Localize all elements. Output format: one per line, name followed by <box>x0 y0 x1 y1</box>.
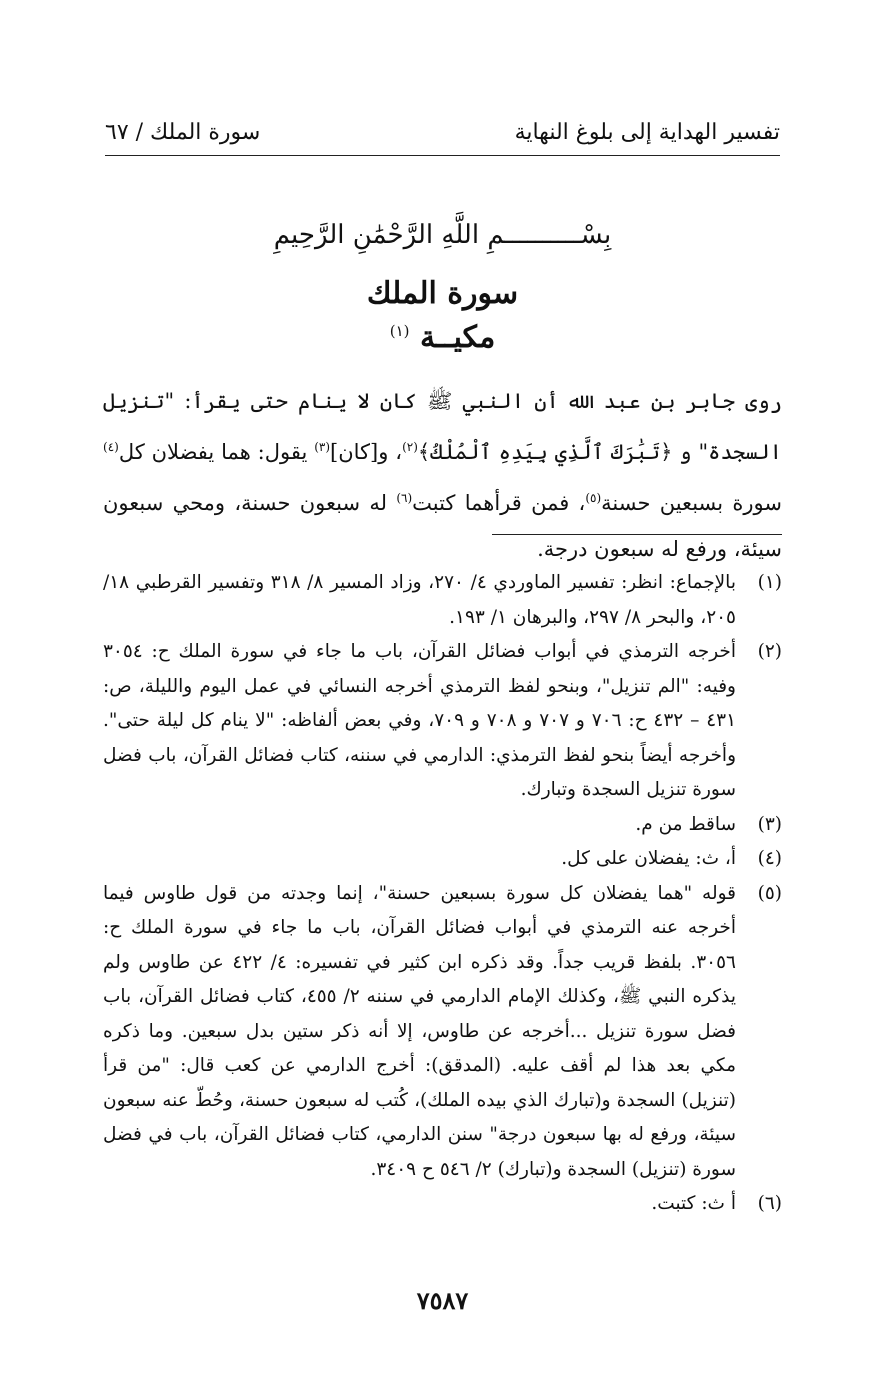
footnote-text: ساقط من م. <box>635 813 736 835</box>
intro-text: ، و[كان] <box>330 440 403 464</box>
footnote-ref: (٣) <box>314 440 331 454</box>
footnote-item <box>103 877 782 1188</box>
surah-subtitle <box>0 320 885 355</box>
footnote-text: أخرجه الترمذي في أبواب فضائل القرآن، باب ما جاء في سورة الملك ح: ٣٠٥٤ وفيه: "الم تنزيل"، وبنحو لفظ الترمذي أخرجه النسائي في عمل اليوم والليلة، ص: ٤٣١ – ٤٣٢ ح: ٧٠٦ و ٧٠٧ و ٧٠٨ و ٧٠٩، وفي بعض ألفاظه: "لا ينام كل ليلة حتى". وأخرجه أيضاً بنحو لفظ الترمذي: الدارمي في سننه، كتاب فضائل القرآن، باب فضل سورة تنزيل السجدة وتبارك. <box>103 641 737 800</box>
surah-page-label: سورة الملك / ٦٧ <box>105 119 261 145</box>
intro-text: روى جابر بن عبد الله أن النبي ﷺ كان لا ينام حتى يقرأ: "تنزيل السجدة" و ﴿تَبَٰرَكَ ٱلَّذِي بِيَدِهِ ٱلْمُلْكُ﴾ <box>103 389 782 464</box>
footnote-item <box>103 1187 782 1222</box>
footnote-ref: (٦) <box>396 491 413 505</box>
footnote-ref: (٥) <box>585 491 602 505</box>
footnote-divider <box>492 534 782 535</box>
footnote-number: (١) <box>757 572 782 593</box>
page-number: ٧٥٨٧ <box>416 1286 469 1315</box>
footnote-number: (٥) <box>757 882 782 904</box>
footnote-item <box>103 842 782 877</box>
footnote-text: أ ث: كتبت. <box>651 1193 736 1214</box>
surah-title: سورة الملك <box>366 276 519 311</box>
intro-text: يقول: هما يفضلان كل <box>118 440 315 464</box>
footnote-item <box>103 808 782 843</box>
book-title: تفسير الهداية إلى بلوغ النهاية <box>514 119 780 145</box>
header-divider <box>105 155 780 156</box>
footnote-number: (٦) <box>757 1193 782 1214</box>
footnote-number: (٤) <box>757 848 782 869</box>
footnote-text: قوله "هما يفضلان كل سورة بسبعين حسنة"، إنما وجدته من قول طاوس فيما أخرجه عنه الترمذي في أبواب فضائل القرآن، باب ما جاء في سورة الملك ح: ٣٠٥٦. بلفظ قريب جداً. وقد ذكره ابن كثير في تفسيره: ٤/ ٤٢٢ عن طاوس ولم يذكره النبي ﷺ، وكذلك الإمام الدارمي في سننه ٢/ ٤٥٥، كتاب فضائل القرآن، باب فضل سورة تنزيل ...أخرجه عن طاوس، إلا أنه ذكر ستين بدل سبعين. وما ذكره مكي بعد هذا لم أقف عليه. (المدقق): أخرج الدارمي عن كعب قال: "من قرأ (تنزيل) السجدة و(تبارك الذي بيده الملك)، كُتب له سبعون حسنة، وحُطّ عنه سبعون سيئة، ورفع له بها سبعون درجة" سنن الدارمي، كتاب فضائل القرآن، باب في فضل سورة (تنزيل) السجدة و(تبارك) ٢/ ٥٤٦ ح ٣٤٠٩. <box>103 882 736 1180</box>
footnote-text: أ، ث: يفضلان على كل. <box>561 848 736 869</box>
footnote-text: بالإجماع: انظر: تفسير الماوردي ٤/ ٢٧٠، وزاد المسير ٨/ ٣١٨ وتفسير القرطبي ١٨/ ٢٠٥، والبحر ٨/ ٢٩٧، والبرهان ١/ ١٩٣. <box>103 572 736 628</box>
intro-paragraph <box>103 378 782 572</box>
footnote-ref: (٢) <box>402 440 418 454</box>
surah-subtitle-text: مكيــة <box>419 320 496 355</box>
intro-text: له سبعون حسنة، ومحي سبعون سيئة، ورفع له سبعون درجة. <box>103 491 782 561</box>
intro-text: سورة بسبعين حسنة <box>601 491 782 515</box>
footnote-item <box>103 566 782 635</box>
footnotes <box>103 566 782 1222</box>
running-header <box>105 112 780 152</box>
footnote-item <box>103 635 782 808</box>
footnote-number: (٢) <box>757 641 782 662</box>
basmala: بِسْــــــــــمِ اللَّهِ الرَّحْمَٰنِ الرَّحِيمِ <box>273 220 612 250</box>
footnote-ref: (٤) <box>103 440 119 454</box>
footnote-number: (٣) <box>757 813 782 835</box>
footnote-ref: (١) <box>389 322 410 340</box>
intro-text: ، فمن قرأهما كتبت <box>412 491 586 515</box>
